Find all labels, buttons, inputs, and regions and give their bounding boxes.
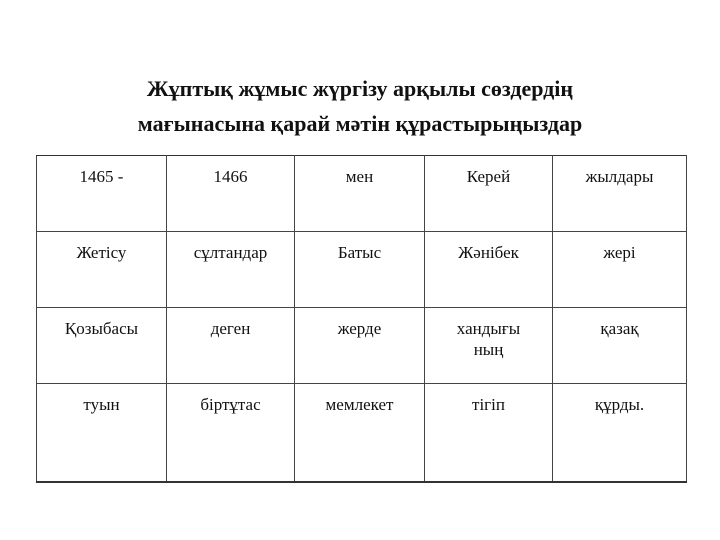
cell-text: 1465 - — [79, 167, 124, 186]
table-cell — [37, 308, 167, 384]
cell-text: Керей — [466, 167, 511, 186]
table-row — [37, 156, 687, 232]
cell-text: 1466 — [213, 167, 248, 186]
table-cell — [295, 384, 425, 482]
table-row — [37, 308, 687, 384]
table-row — [37, 232, 687, 308]
table-row — [37, 384, 687, 482]
cell-text: жерде — [337, 319, 382, 338]
cell-text: қазақ — [600, 319, 639, 338]
table-cell — [425, 384, 553, 482]
cell-text: туын — [83, 395, 120, 414]
table-cell — [37, 232, 167, 308]
cell-text: құрды. — [594, 395, 645, 414]
cell-text: жері — [603, 243, 636, 262]
cell-text: мен — [345, 167, 374, 186]
table-cell — [167, 384, 295, 482]
cell-text: мемлекет — [325, 395, 394, 414]
table-cell — [553, 384, 687, 482]
cell-text: Батыс — [337, 243, 382, 262]
table-cell — [167, 156, 295, 232]
table-cell — [425, 308, 553, 384]
table-cell — [425, 156, 553, 232]
table-cell — [37, 156, 167, 232]
table-cell — [295, 232, 425, 308]
table-cell — [553, 308, 687, 384]
cell-text: хандығы ның — [456, 319, 521, 359]
cell-text: сұлтандар — [193, 243, 268, 262]
word-table — [36, 155, 687, 483]
cell-text: Қозыбасы — [64, 319, 139, 338]
title-line-1: Жұптық жұмыс жүргізу арқылы сөздердің — [146, 76, 574, 101]
cell-text: деген — [210, 319, 251, 338]
table-cell — [295, 308, 425, 384]
cell-text: Жетісу — [76, 243, 127, 262]
table-cell — [425, 232, 553, 308]
table-cell — [167, 232, 295, 308]
table-cell — [37, 384, 167, 482]
title-line-2: мағынасына қарай мәтін құрастырыңыздар — [137, 111, 583, 136]
table-cell — [553, 156, 687, 232]
table-cell — [295, 156, 425, 232]
cell-text: біртұтас — [200, 395, 261, 414]
table-cell — [553, 232, 687, 308]
cell-text: жылдары — [585, 167, 654, 186]
table-cell — [167, 308, 295, 384]
cell-text: Жәнібек — [458, 243, 519, 262]
cell-text: тігіп — [472, 395, 505, 414]
